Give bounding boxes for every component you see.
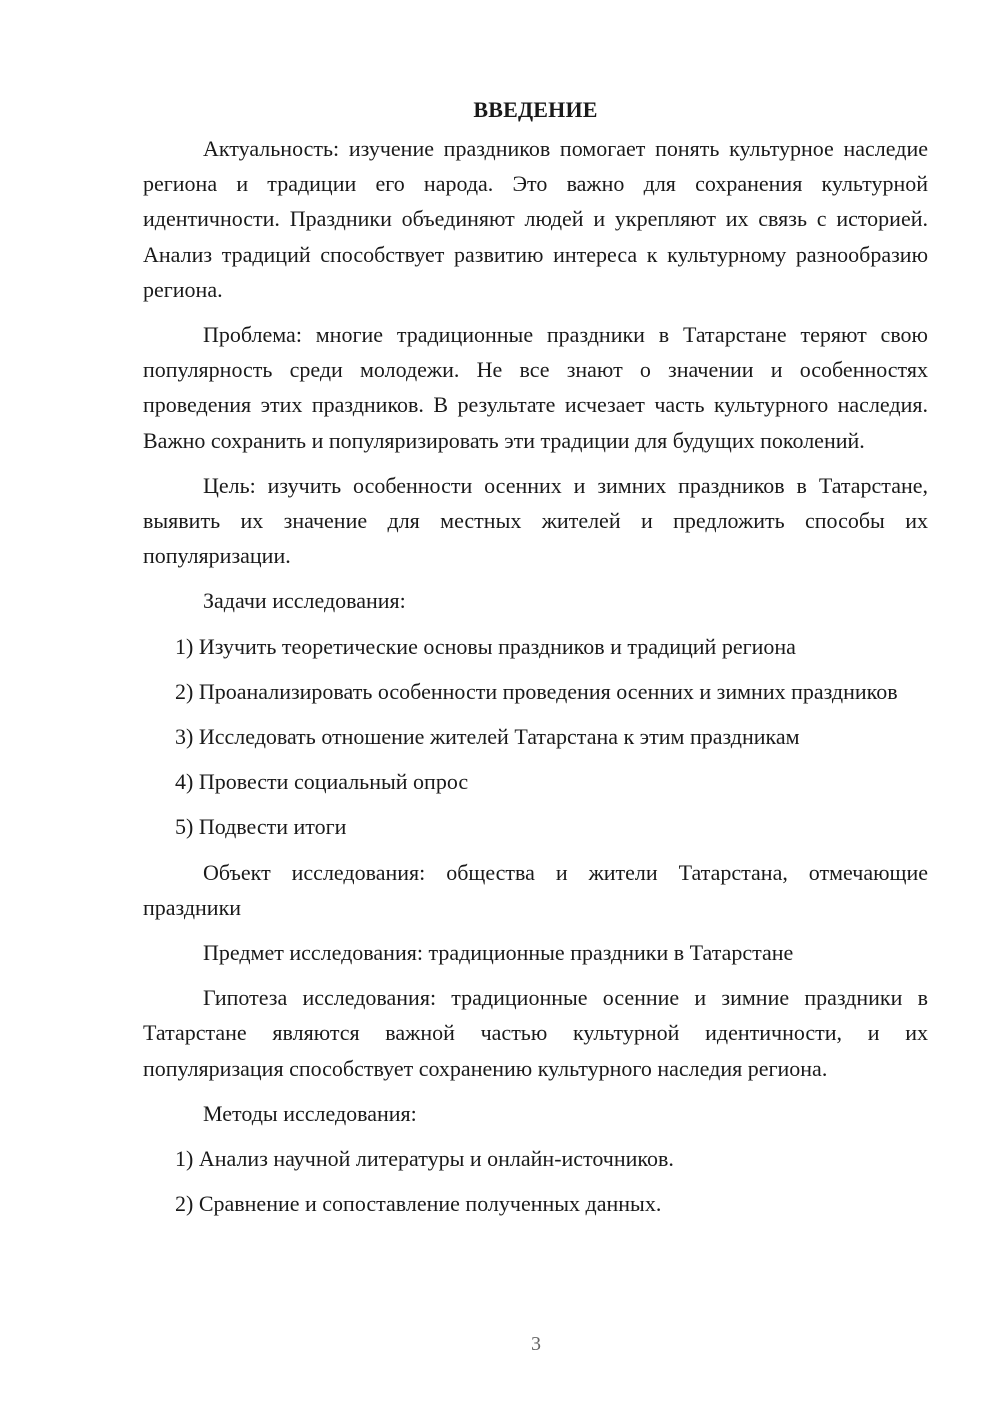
paragraph-relevance: Актуальность: изучение праздников помогает понять культурное наследие региона и традиции его народа. Это важно для сохранения культурной идентичности. Праздники объединяют людей и укрепляют их связь с историей. Анализ традиций способствует развитию интереса к культурному разнообразию региона. [143,136,928,302]
paragraph-methods-heading: Методы исследования: [203,1100,417,1126]
paragraph-subject: Предмет исследования: традиционные праздники в Татарстане [203,940,794,966]
method-item-2: 2) Сравнение и сопоставление полученных данных. [175,1191,662,1217]
section-title: ВВЕДЕНИЕ [473,97,598,122]
paragraph-hypothesis: Гипотеза исследования: традиционные осенние и зимние праздники в Татарстане являются важной частью культурной идентичности, и их популяризация способствует сохранению культурного наследия региона. [143,985,928,1081]
paragraph-tasks-heading: Задачи исследования: [203,588,406,614]
page-number: 3 [531,1333,541,1355]
paragraph-object: Объект исследования: общества и жители Татарстана, отмечающие праздники [143,859,928,920]
document-page [143,92,928,1231]
method-item-1: 1) Анализ научной литературы и онлайн-источников. [175,1146,674,1172]
task-item-4: 4) Провести социальный опрос [175,769,469,795]
paragraph-problem: Проблема: многие традиционные праздники в Татарстане теряют свою популярность среди молодежи. Не все знают о значении и особенностях проведения этих праздников. В результате исчезает часть культурного наследия. Важно сохранить и популяризировать эти традиции для будущих поколений. [143,322,928,453]
paragraph-goal: Цель: изучить особенности осенних и зимних праздников в Татарстане, выявить их значение для местных жителей и предложить способы их популяризации. [143,472,928,569]
task-item-2: 2) Проанализировать особенности проведения осенних и зимних праздников [175,678,898,704]
task-item-1: 1) Изучить теоретические основы праздников и традиций региона [175,633,796,659]
task-item-5: 5) Подвести итоги [175,814,347,840]
task-item-3: 3) Исследовать отношение жителей Татарстана к этим праздникам [175,724,800,750]
